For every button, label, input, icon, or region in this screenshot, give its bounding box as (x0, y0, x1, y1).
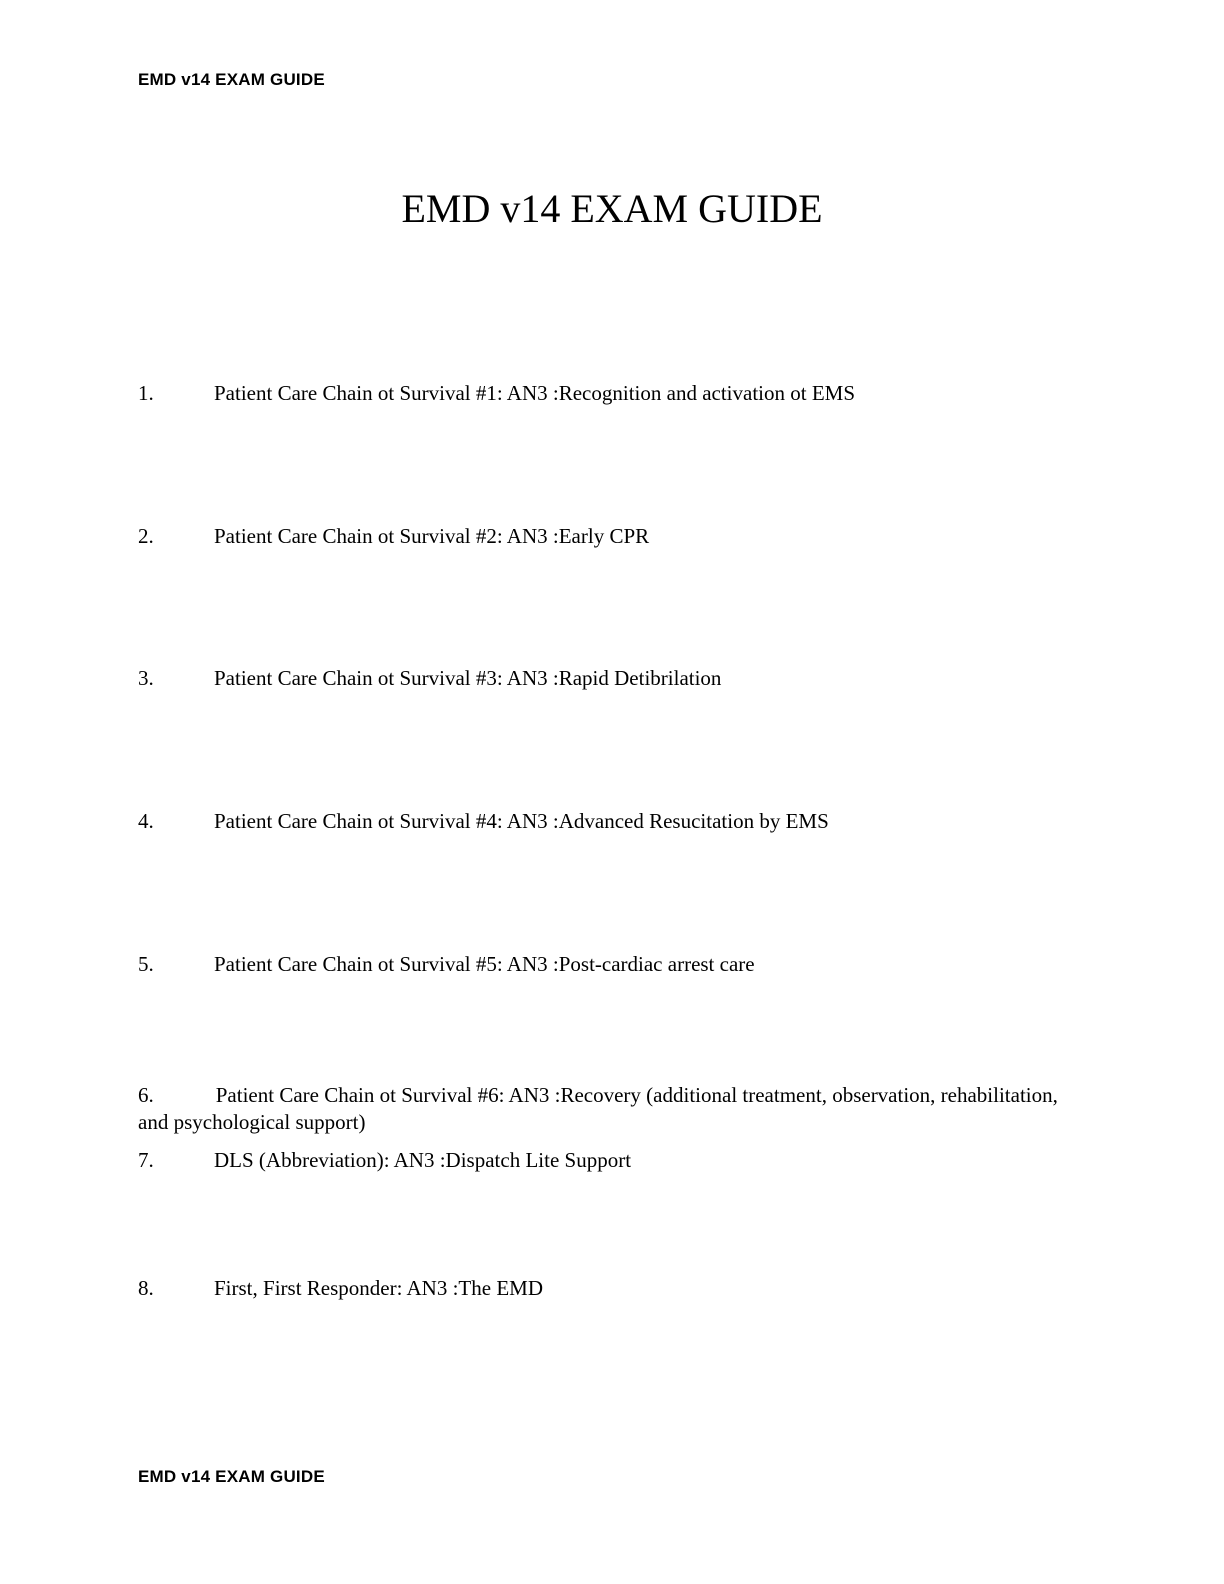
page-header: EMD v14 EXAM GUIDE (138, 70, 325, 89)
list-item-text: Patient Care Chain ot Survival #5: AN3 :Post-cardiac arrest care (214, 951, 755, 976)
list-item-text: Patient Care Chain ot Survival #3: AN3 :Rapid Detibrilation (214, 666, 722, 691)
list-item (138, 1082, 1078, 1137)
list-item-text: First, First Responder: AN3 :The EMD (214, 1275, 543, 1300)
list-item (138, 665, 1078, 693)
list-item (138, 1275, 1078, 1303)
list-item-number: 7. (138, 1148, 154, 1173)
list-item-number: 8. (138, 1275, 154, 1300)
list-item (138, 951, 1078, 979)
list-item (138, 808, 1078, 836)
list-item-number: 6. (138, 1082, 154, 1107)
numbered-list (138, 380, 1078, 1302)
list-item-number: 1. (138, 381, 154, 405)
list-item-text: Patient Care Chain ot Survival #2: AN3 :Early CPR (214, 523, 650, 548)
list-item-text: DLS (Abbreviation): AN3 :Dispatch Lite Support (214, 1148, 632, 1173)
list-item-number: 2. (138, 523, 154, 548)
list-item-number: 4. (138, 809, 154, 834)
list-item (138, 1147, 1078, 1175)
list-item (138, 523, 1078, 551)
list-item-text: Patient Care Chain ot Survival #4: AN3 :Advanced Resucitation by EMS (214, 809, 829, 834)
list-item-number: 5. (138, 951, 154, 976)
list-item-text: Patient Care Chain ot Survival #1: AN3 :Recognition and activation ot EMS (214, 381, 856, 405)
list-item (138, 380, 1078, 408)
page-footer: EMD v14 EXAM GUIDE (138, 1467, 325, 1486)
list-item-text: Patient Care Chain ot Survival #6: AN3 :Recovery (additional treatment, observation, rehabilitation, and psychological support) (138, 1082, 1058, 1135)
page-title: EMD v14 EXAM GUIDE (401, 186, 823, 231)
list-item-number: 3. (138, 666, 154, 691)
